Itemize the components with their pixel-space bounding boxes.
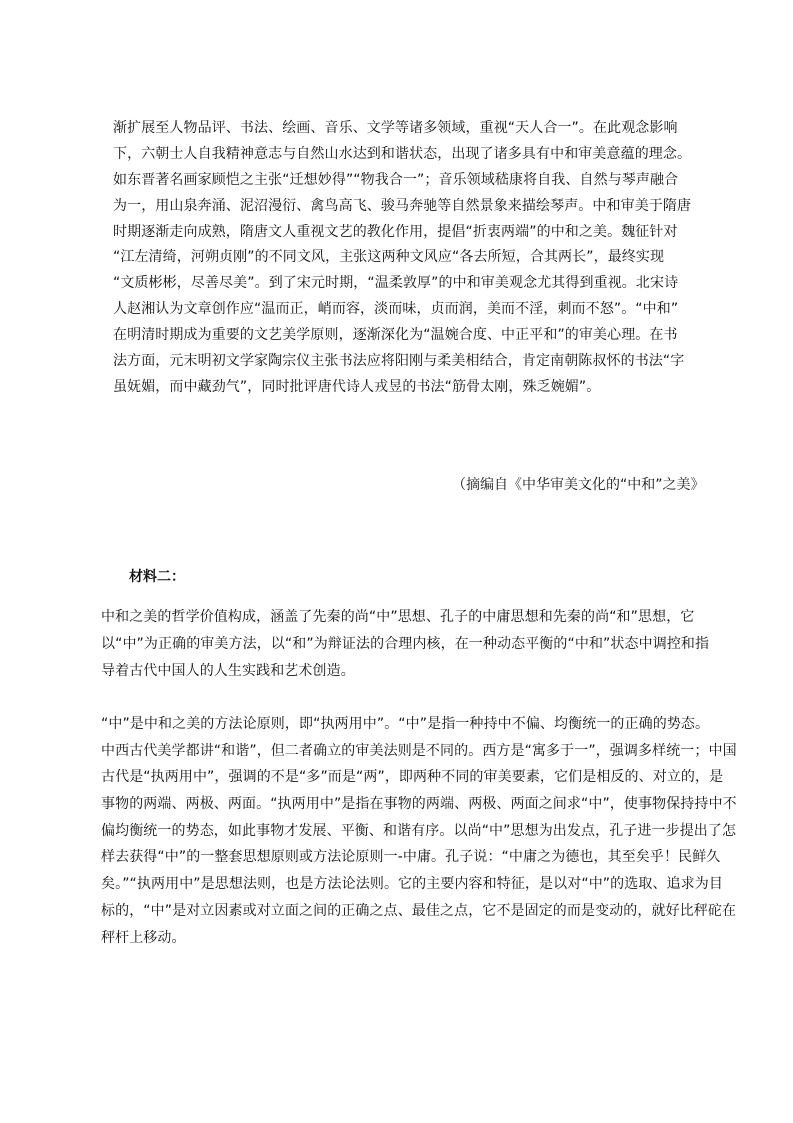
text-line: 中西古代美学都讲“和谐”，但二者确立的审美法则是不同的。西方是“寓多于一”，强调多样统一；中国 [101,742,737,759]
text-line: 人赵湘认为文章创作应“温而正，峭而容，淡而味，贞而润，美而不淫，刺而不怒”。“中和” [113,301,679,318]
text-line: 标的，“中”是对立因素或对立面之间的正确之点、最佳之点，它不是固定的而是变动的，就好比秤砣在 [101,902,737,919]
text-line: 古代是“执两用中”，强调的不是“多”而是“两”，即两种不同的审美要素，它们是相反的、对立的，是 [101,769,724,786]
text-line: 法方面，元末明初文学家陶宗仪主张书法应将阳刚与柔美相结合，肯定南朝陈叔怀的书法“字 [113,353,685,370]
text-line: 偏均衡统一的势态，如此事物才发展、平衡、和谐有序。以尚“中”思想为出发点，孔子进一步提出了怎 [101,822,737,839]
text-line: “江左清绮，河朔贞刚”的不同文风，主张这两种文风应“各去所短，合其两长”，最终实现 [113,249,665,266]
material-two-heading: 材料二： [129,569,185,585]
text-line: 样去获得“中”的一整套思想原则或方法论原则一-中庸。孔子说：“中庸之为德也，其至矣乎！民鲜久 [101,849,721,866]
text-line: 为一，用山泉奔涌、泥沼漫衍、禽鸟高飞、骏马奔驰等自然景象来描绘琴声。中和审美于隋唐 [113,197,692,214]
text-line: 以“中”为正确的审美方法，以“和”为辩证法的合理内核，在一种动态平衡的“中和”状态中调控和指 [101,635,710,652]
text-line: 导着古代中国人的人生实践和艺术创造。 [101,662,355,679]
text-line: 时期逐渐走向成熟，隋唐文人重视文艺的教化作用，提倡“折衷两端”的中和之美。魏征针对 [113,223,678,240]
text-line: 矣。”“执两用中”是思想法则，也是方法论法则。它的主要内容和特征，是以对“中”的选取、追求为目 [101,876,723,893]
material-one-text [113,116,713,401]
source-citation: （摘编自《中华审美文化的“中和”之美》 [452,477,705,493]
text-line: 秤杆上移动。 [101,929,186,946]
material-two-paragraph-2 [101,711,737,951]
text-line: 虽妩媚，而中藏劲气”，同时批评唐代诗人戎昱的书法“筋骨太刚，殊乏婉媚”。 [113,378,601,395]
text-line: 下，六朝士人自我精神意志与自然山水达到和谐状态，出现了诸多具有中和审美意蕴的理念。 [113,145,692,162]
text-line: 如东晋著名画家顾恺之主张“迁想妙得”“物我合一”；音乐领域嵇康将自我、自然与琴声融合 [113,171,679,188]
text-line: 中和之美的哲学价值构成，涵盖了先秦的尚“中”思想、孔子的中庸思想和先秦的尚“和”思想，它 [101,609,695,625]
text-line: 事物的两端、两极、两面。“执两用中”是指在事物的两端、两极、两面之间求“中”，使事物保持持中不 [101,796,737,813]
material-two-paragraph-1 [101,604,726,684]
text-line: 渐扩展至人物品评、书法、绘画、音乐、文学等诸多领域，重视“天人合一”。在此观念影响 [113,120,678,136]
text-line: 在明清时期成为重要的文艺美学原则，逐渐深化为“温婉合度、中正平和”的审美心理。在书 [113,327,678,344]
text-line: “中”是中和之美的方法论原则，即“执两用中”。“中”是指一种持中不偏、均衡统一的正确的势态。 [101,716,710,732]
text-line: “文质彬彬，尽善尽美”。到了宋元时期，“温柔敦厚”的中和审美观念尤其得到重视。北宋诗 [113,275,679,292]
